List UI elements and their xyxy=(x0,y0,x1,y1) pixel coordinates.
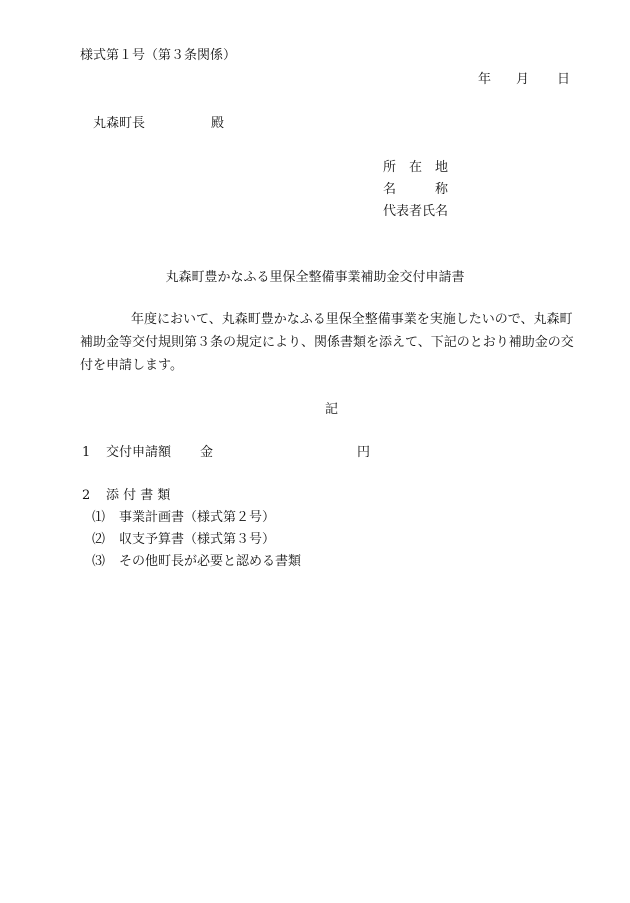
applicant-name-label: 名 称 xyxy=(383,182,449,197)
attachment-number-1: ⑴ xyxy=(92,510,106,525)
document-title: 丸森町豊かなふる里保全整備事業補助金交付申請書 xyxy=(165,270,465,285)
addressee-name: 丸森町長 xyxy=(93,116,146,131)
date-year: 年 xyxy=(478,72,492,87)
date-day: 日 xyxy=(557,72,571,87)
attachment-text-1: 事業計画書（様式第２号） xyxy=(119,510,276,525)
item2-label: 添 付 書 類 xyxy=(106,488,171,503)
item1-label: 交付申請額 xyxy=(106,445,172,460)
attachment-number-2: ⑵ xyxy=(92,532,106,547)
item2-number: 2 xyxy=(82,488,91,503)
date-month: 月 xyxy=(516,72,530,87)
form-number: 様式第１号（第３条関係） xyxy=(80,48,237,63)
body-paragraph xyxy=(80,308,620,377)
attachment-text-3: その他町長が必要と認める書類 xyxy=(119,554,302,569)
applicant-representative-label: 代表者氏名 xyxy=(383,204,449,219)
item1-kin: 金 xyxy=(200,445,214,460)
attachment-text-2: 収支予算書（様式第３号） xyxy=(119,532,276,547)
applicant-address-label: 所 在 地 xyxy=(383,160,449,175)
addressee-honorific: 殿 xyxy=(211,116,225,131)
attachment-number-3: ⑶ xyxy=(92,554,106,569)
body-line-3: 付を申請します。 xyxy=(80,358,183,373)
item1-number: 1 xyxy=(82,445,91,460)
body-line-2: 補助金等交付規則第３条の規定により、関係書類を添えて、下記のとおり補助金の交 xyxy=(80,335,574,350)
ki-heading: 記 xyxy=(325,402,339,417)
body-line-1: 年度において、丸森町豊かなふる里保全整備事業を実施したいので、丸森町 xyxy=(131,312,573,327)
item1-yen: 円 xyxy=(357,445,371,460)
